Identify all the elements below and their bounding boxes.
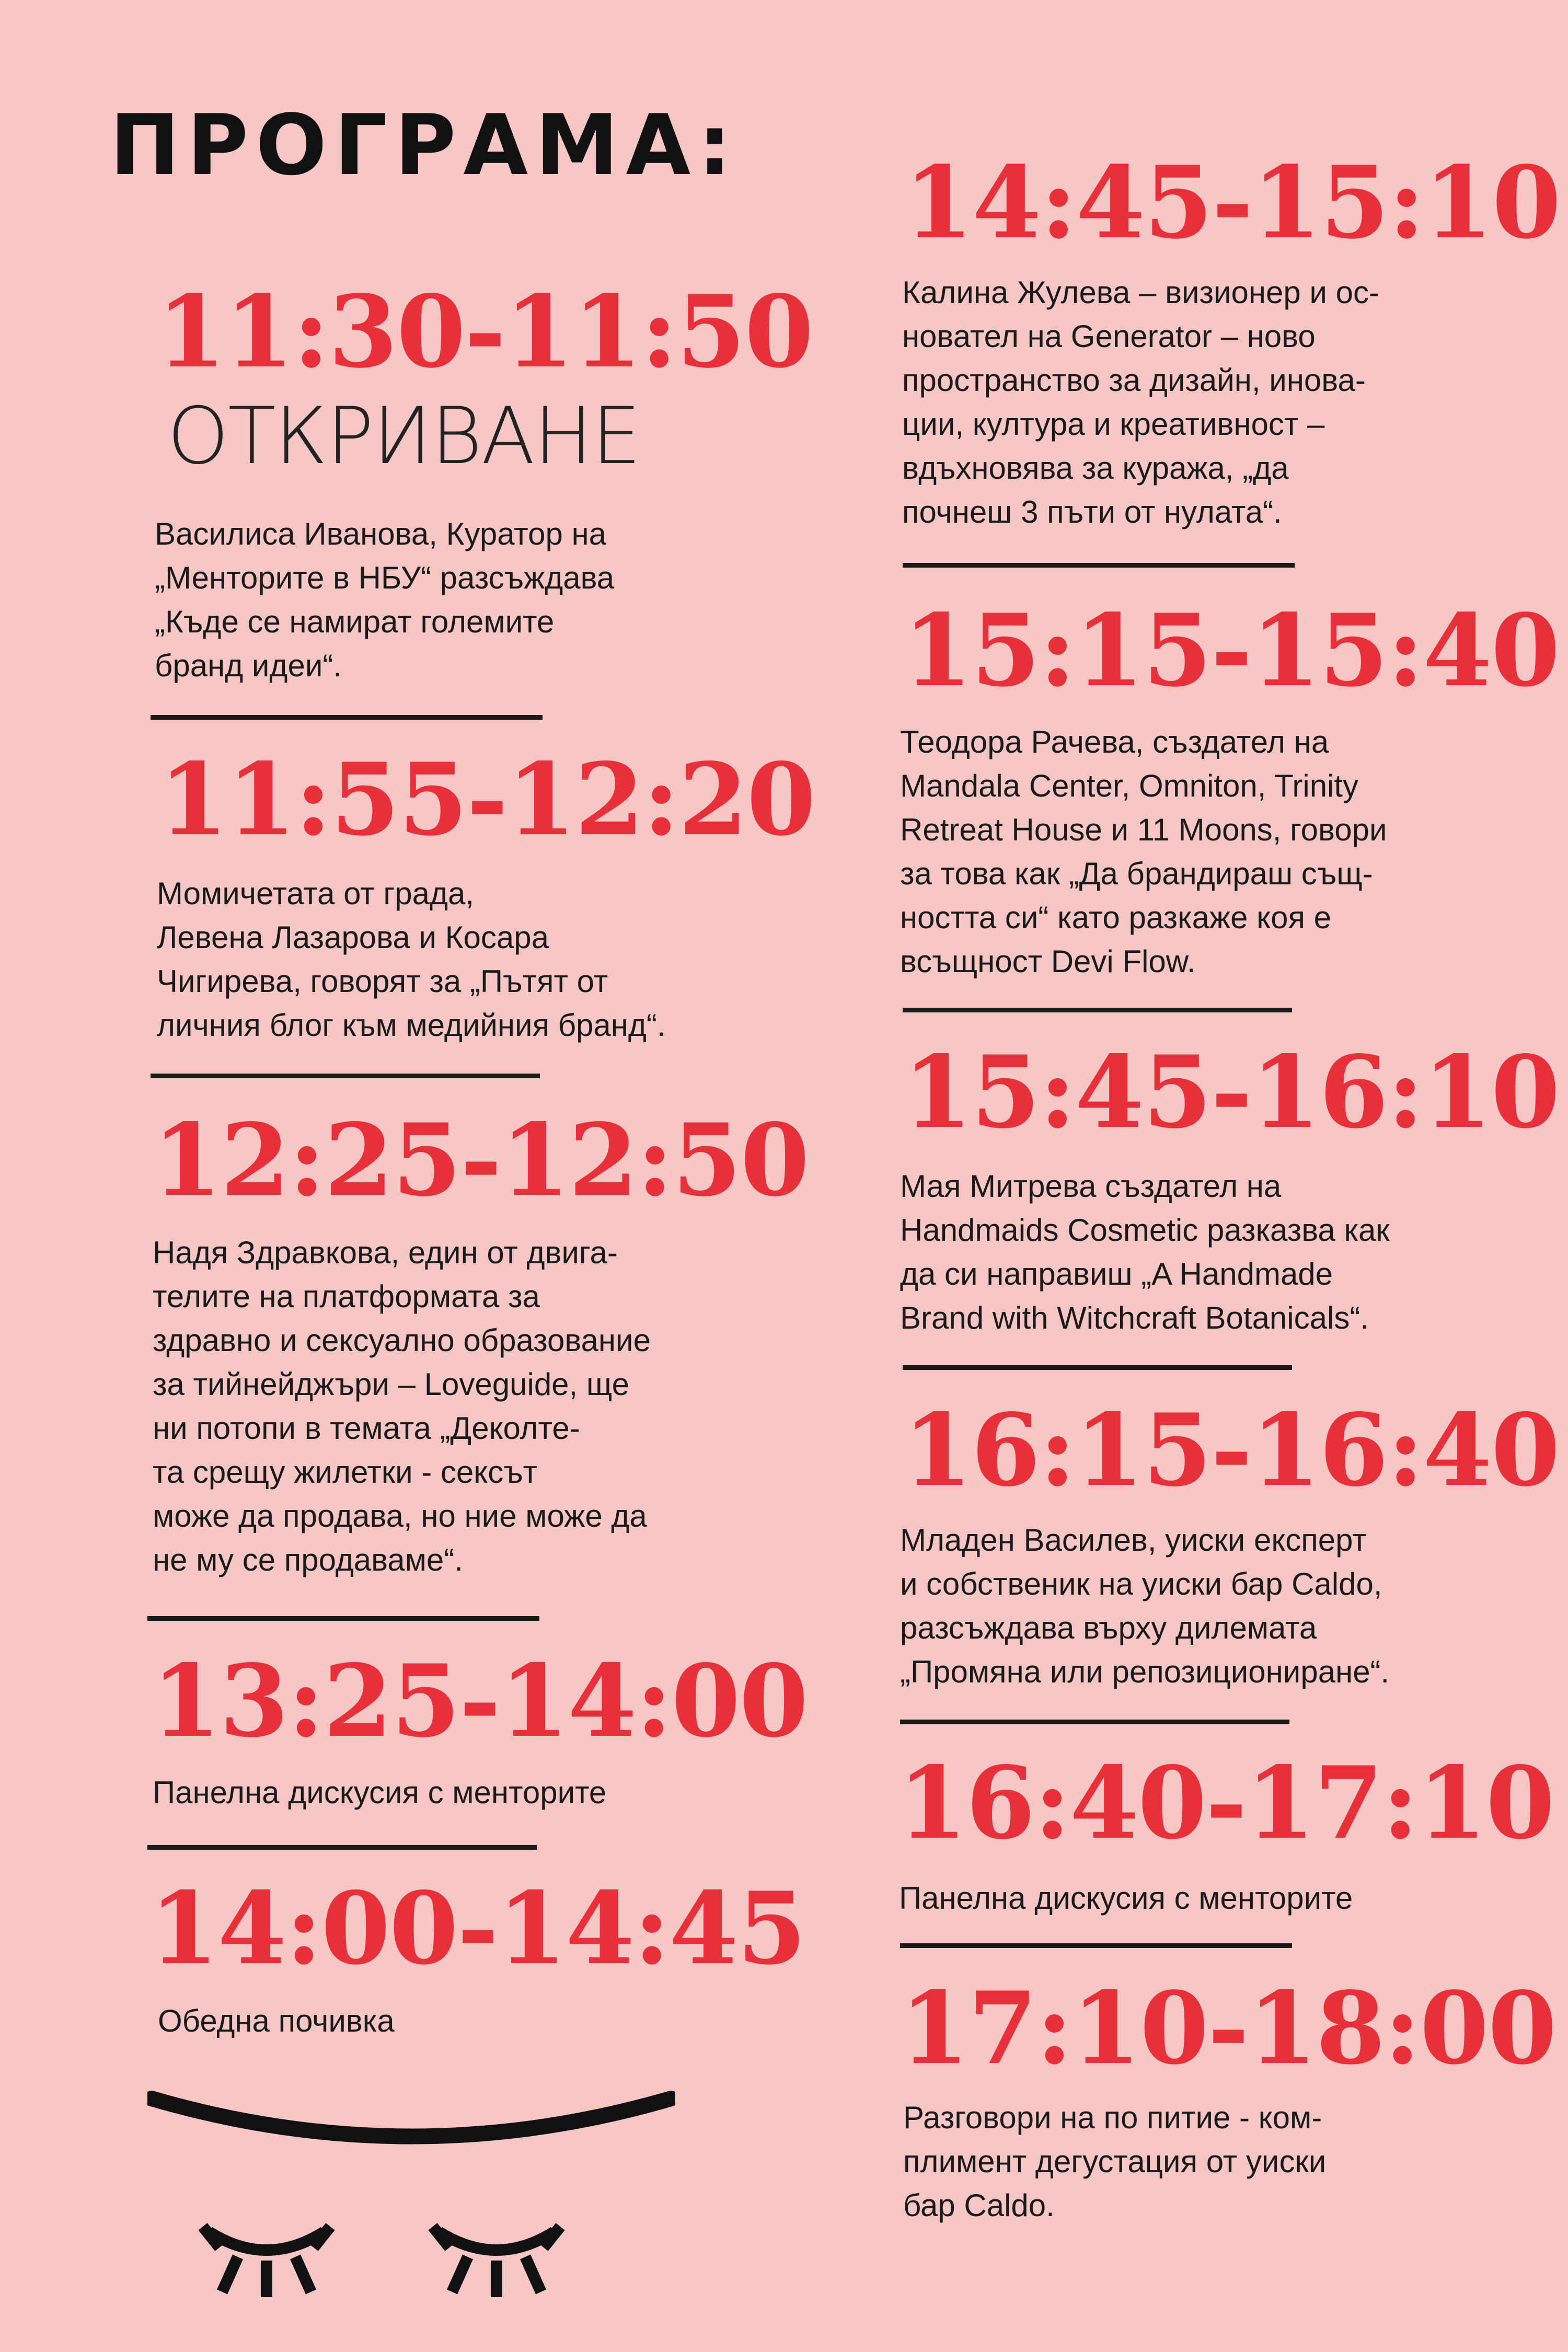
description-line: та срещу жилетки - сексът <box>153 1455 538 1490</box>
divider <box>900 1943 1292 1948</box>
description-line: ции, култура и креативност – <box>902 407 1325 442</box>
session-description-3 <box>153 1231 651 1582</box>
divider <box>903 563 1295 568</box>
description-line: плимент дегустация от уиски <box>903 2144 1327 2179</box>
description-line: ността си“ като разкаже коя е <box>900 900 1331 935</box>
description-line: Панелна дискусия с менторите <box>899 1881 1353 1916</box>
session-description-5 <box>158 1999 395 2043</box>
description-line: Калина Жулева – визионер и ос- <box>902 275 1379 310</box>
description-line: Василиса Иванова, Куратор на <box>155 516 606 551</box>
description-line: бар Caldo. <box>903 2188 1055 2223</box>
time-slot-11: 17:10-18:00 <box>900 1970 1556 2086</box>
description-line: не му се продаваме“. <box>153 1542 463 1577</box>
session-description-1 <box>155 512 614 688</box>
description-line: за това как „Да брандираш същ- <box>900 856 1373 891</box>
description-line: разсъждава върху дилемата <box>900 1610 1317 1645</box>
time-slot-1: 11:30-11:50 <box>157 273 813 390</box>
time-slot-8: 15:45-16:10 <box>903 1034 1559 1150</box>
opening-label: ОТКРИВАНЕ <box>167 391 640 482</box>
right-eye-icon <box>433 2227 560 2297</box>
description-line: „Менторите в НБУ“ разсъждава <box>155 560 615 595</box>
description-line: за тийнейджъри – Loveguide, ще <box>153 1367 629 1402</box>
session-description-7 <box>900 720 1387 984</box>
session-description-11 <box>903 2096 1326 2228</box>
description-line: Чигирева, говорят за „Пътят от <box>157 964 608 999</box>
description-line: пространство за дизайн, инова- <box>902 363 1366 398</box>
description-line: Retreat House и 11 Moons, говори <box>900 812 1387 847</box>
description-line: Разговори на по питие - ком- <box>903 2100 1322 2135</box>
divider <box>903 1008 1292 1012</box>
description-line: личния блог към медийния бранд“. <box>157 1008 666 1043</box>
smile-icon <box>147 2083 675 2151</box>
time-slot-6: 14:45-15:10 <box>904 144 1560 261</box>
time-slot-5: 14:00-14:45 <box>149 1870 805 1987</box>
divider <box>147 1845 537 1850</box>
session-description-6 <box>902 271 1379 534</box>
session-description-10 <box>899 1876 1353 1920</box>
smile-arc <box>152 2099 671 2137</box>
session-description-9 <box>900 1518 1389 1694</box>
description-line: „Промяна или репозициониране“. <box>900 1654 1390 1689</box>
time-slot-9: 16:15-16:40 <box>903 1392 1559 1508</box>
description-line: новател на Generator – ново <box>902 319 1316 354</box>
time-slot-10: 16:40-17:10 <box>898 1745 1554 1861</box>
left-eye-icon <box>203 2227 330 2297</box>
description-line: Момичетата от града, <box>157 876 475 911</box>
description-line: телите на платформата за <box>153 1279 540 1314</box>
description-line: Левена Лазарова и Косара <box>157 920 549 955</box>
divider <box>147 1616 539 1621</box>
time-slot-3: 12:25-12:50 <box>153 1102 809 1218</box>
description-line: Мая Митрева създател на <box>900 1169 1282 1204</box>
session-description-4 <box>153 1771 606 1815</box>
description-line: бранд идеи“. <box>155 648 342 683</box>
closed-eyes-icon <box>199 2211 575 2305</box>
session-description-8 <box>900 1165 1390 1340</box>
divider <box>903 1365 1292 1370</box>
description-line: почнеш 3 пъти от нулата“. <box>902 494 1282 529</box>
description-line: „Къде се намират големите <box>155 604 555 639</box>
description-line: вдъхновява за куража, „да <box>902 451 1289 486</box>
description-line: да си направиш „A Handmade <box>900 1256 1333 1292</box>
description-line: всъщност Devi Flow. <box>900 944 1196 979</box>
time-slot-7: 15:15-15:40 <box>903 592 1559 709</box>
page-title: ПРОГРАМА: <box>110 96 739 194</box>
time-slot-4: 13:25-14:00 <box>152 1643 808 1759</box>
divider <box>151 1074 540 1078</box>
description-line: Теодора Рачева, създател на <box>900 724 1329 759</box>
description-line: Панелна дискусия с менторите <box>153 1775 607 1810</box>
description-line: и собственик на уиски бар Caldo, <box>900 1566 1382 1601</box>
description-line: Brand with Witchcraft Botanicals“. <box>900 1300 1369 1335</box>
description-line: Mandala Center, Omniton, Trinity <box>900 768 1359 803</box>
divider <box>900 1720 1289 1724</box>
description-line: може да продава, но ние може да <box>153 1498 647 1534</box>
description-line: Handmaids Cosmetic разказва как <box>900 1213 1390 1248</box>
description-line: Младен Василев, уиски експерт <box>900 1523 1367 1558</box>
description-line: ни потопи в темата „Деколте- <box>153 1411 580 1446</box>
description-line: здравно и сексуално образование <box>153 1323 651 1358</box>
session-description-2 <box>157 872 666 1047</box>
divider <box>151 715 543 720</box>
description-line: Обедна почивка <box>158 2003 395 2038</box>
description-line: Надя Здравкова, един от двига- <box>153 1235 618 1270</box>
time-slot-2: 11:55-12:20 <box>159 741 815 858</box>
